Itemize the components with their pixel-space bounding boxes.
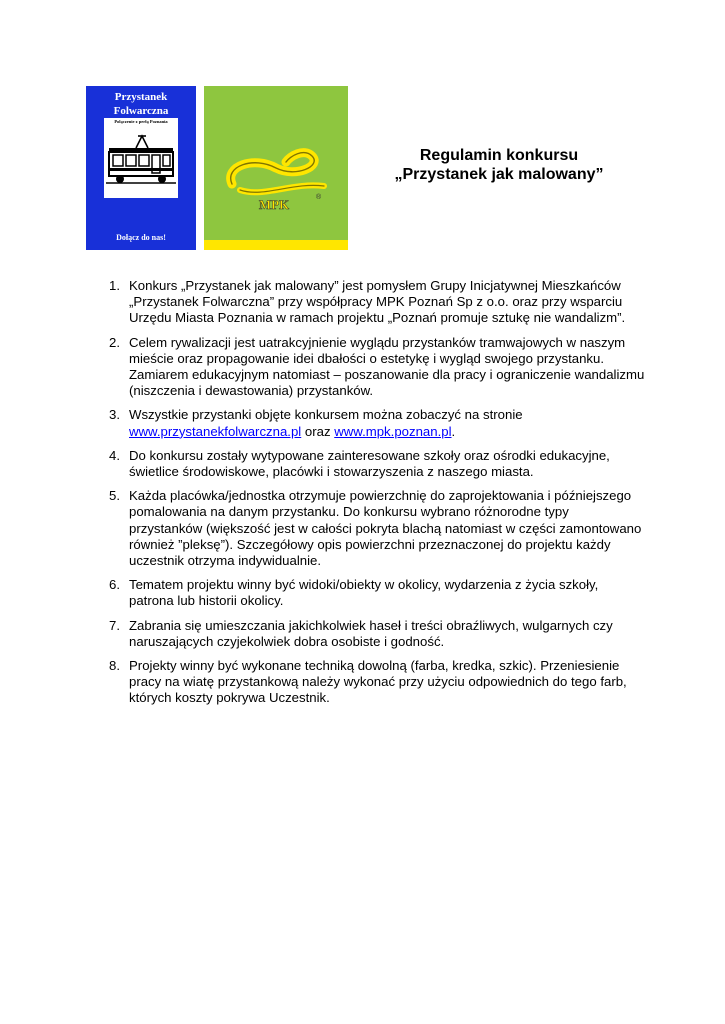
rule-item xyxy=(105,658,645,707)
logo-inner-panel xyxy=(104,118,178,198)
mpk-brand-text: MPK xyxy=(258,197,290,212)
rule-text: Tematem projektu winny być widoki/obiekty w okolicy, wydarzenia z życia szkoły, patrona lub historii okolicy. xyxy=(129,577,599,609)
rule-item xyxy=(105,335,645,400)
mpk-emblem-icon xyxy=(204,86,348,240)
registered-mark: ® xyxy=(316,194,322,201)
rule-item xyxy=(105,618,645,650)
logo-slogan: Połączenie z perłą Poznania xyxy=(114,119,168,124)
rule-number: 3. xyxy=(109,407,120,423)
tram-icon xyxy=(106,128,176,196)
page-title xyxy=(370,146,628,184)
rule-text: Celem rywalizacji jest uatrakcyjnienie wyglądu przystanków tramwajowych w naszym mieście oraz propagowanie idei dbałości o estetykę i wygląd swojego przystanku. Zamiarem edukacyjnym natomiast – poszanowanie dla pracy i ograniczenie wandalizmu (niszczenia i dewastowania) przystanków. xyxy=(129,334,645,399)
logo-title xyxy=(86,90,196,118)
mpk-logo xyxy=(204,86,348,250)
rule-item xyxy=(105,577,645,609)
rule-number: 6. xyxy=(109,577,120,593)
title-line2: „Przystanek jak malowany” xyxy=(394,166,604,183)
rule-item xyxy=(105,448,645,480)
title-line1: Regulamin konkursu xyxy=(419,147,579,164)
rules-list xyxy=(105,278,645,715)
rule-text: oraz xyxy=(301,423,335,439)
przystanek-folwarczna-logo xyxy=(86,86,196,250)
rule-text: Konkurs „Przystanek jak malowany” jest pomysłem Grupy Inicjatywnej Mieszkańców „Przystanek Folwarczna” przy współpracy MPK Poznań Sp z o.o. oraz przy wsparciu Urzędu Miasta Poznania w ramach projektu „Poznań promuje sztukę nie wandalizm”. xyxy=(129,278,626,326)
logo-title-line2: Folwarczna xyxy=(113,105,169,117)
rule-text: Każda placówka/jednostka otrzymuje powierzchnię do zaprojektowania i późniejszego pomalowania na danym przystanku. Do konkursu wybrano różnorodne typy przystanków (większość jest w całości pokryta blachą natomiast w części zamontowano również ”pleksę”). Szczegółowy opis powierzchni przeznaczonej do projektu każdy uczestnik otrzyma indywidualnie. xyxy=(129,488,642,569)
rule-text: Projekty winny być wykonane techniką dowolną (farba, kredka, szkic). Przeniesienie pracy na wiatę przystankową należy wykonać przy użyciu odpowiednich do tego farb, których koszty pokrywa Uczestnik. xyxy=(129,658,627,706)
rule-text: Wszystkie przystanki objęte konkursem można zobaczyć na stronie xyxy=(129,407,523,423)
mpk-poznan-link[interactable]: www.mpk.poznan.pl xyxy=(334,423,452,439)
rule-number: 2. xyxy=(109,334,120,350)
rule-item xyxy=(105,278,645,327)
rule-text: Zabrania się umieszczania jakichkolwiek haseł i treści obraźliwych, wulgarnych czy naruszających czyjekolwiek dobra osobiste i godność. xyxy=(129,617,613,649)
rule-number: 4. xyxy=(109,447,120,463)
rule-number: 5. xyxy=(109,488,120,504)
rule-item xyxy=(105,407,645,439)
logo-tagline: Dołącz do nas! xyxy=(116,233,166,242)
rule-item xyxy=(105,488,645,569)
rule-number: 1. xyxy=(109,278,120,293)
logo-yellow-band xyxy=(204,240,348,250)
rule-text: Do konkursu zostały wytypowane zainteresowane szkoły oraz ośrodki edukacyjne, świetlice środowiskowe, placówki i stowarzyszenia z naszego miasta. xyxy=(129,447,610,480)
rule-number: 7. xyxy=(109,617,120,633)
rule-text: . xyxy=(451,423,456,439)
rule-number: 8. xyxy=(109,658,120,674)
logo-title-line1: Przystanek xyxy=(114,91,168,103)
przystanekfolwarczna-link[interactable]: www.przystanekfolwarczna.pl xyxy=(129,423,302,439)
